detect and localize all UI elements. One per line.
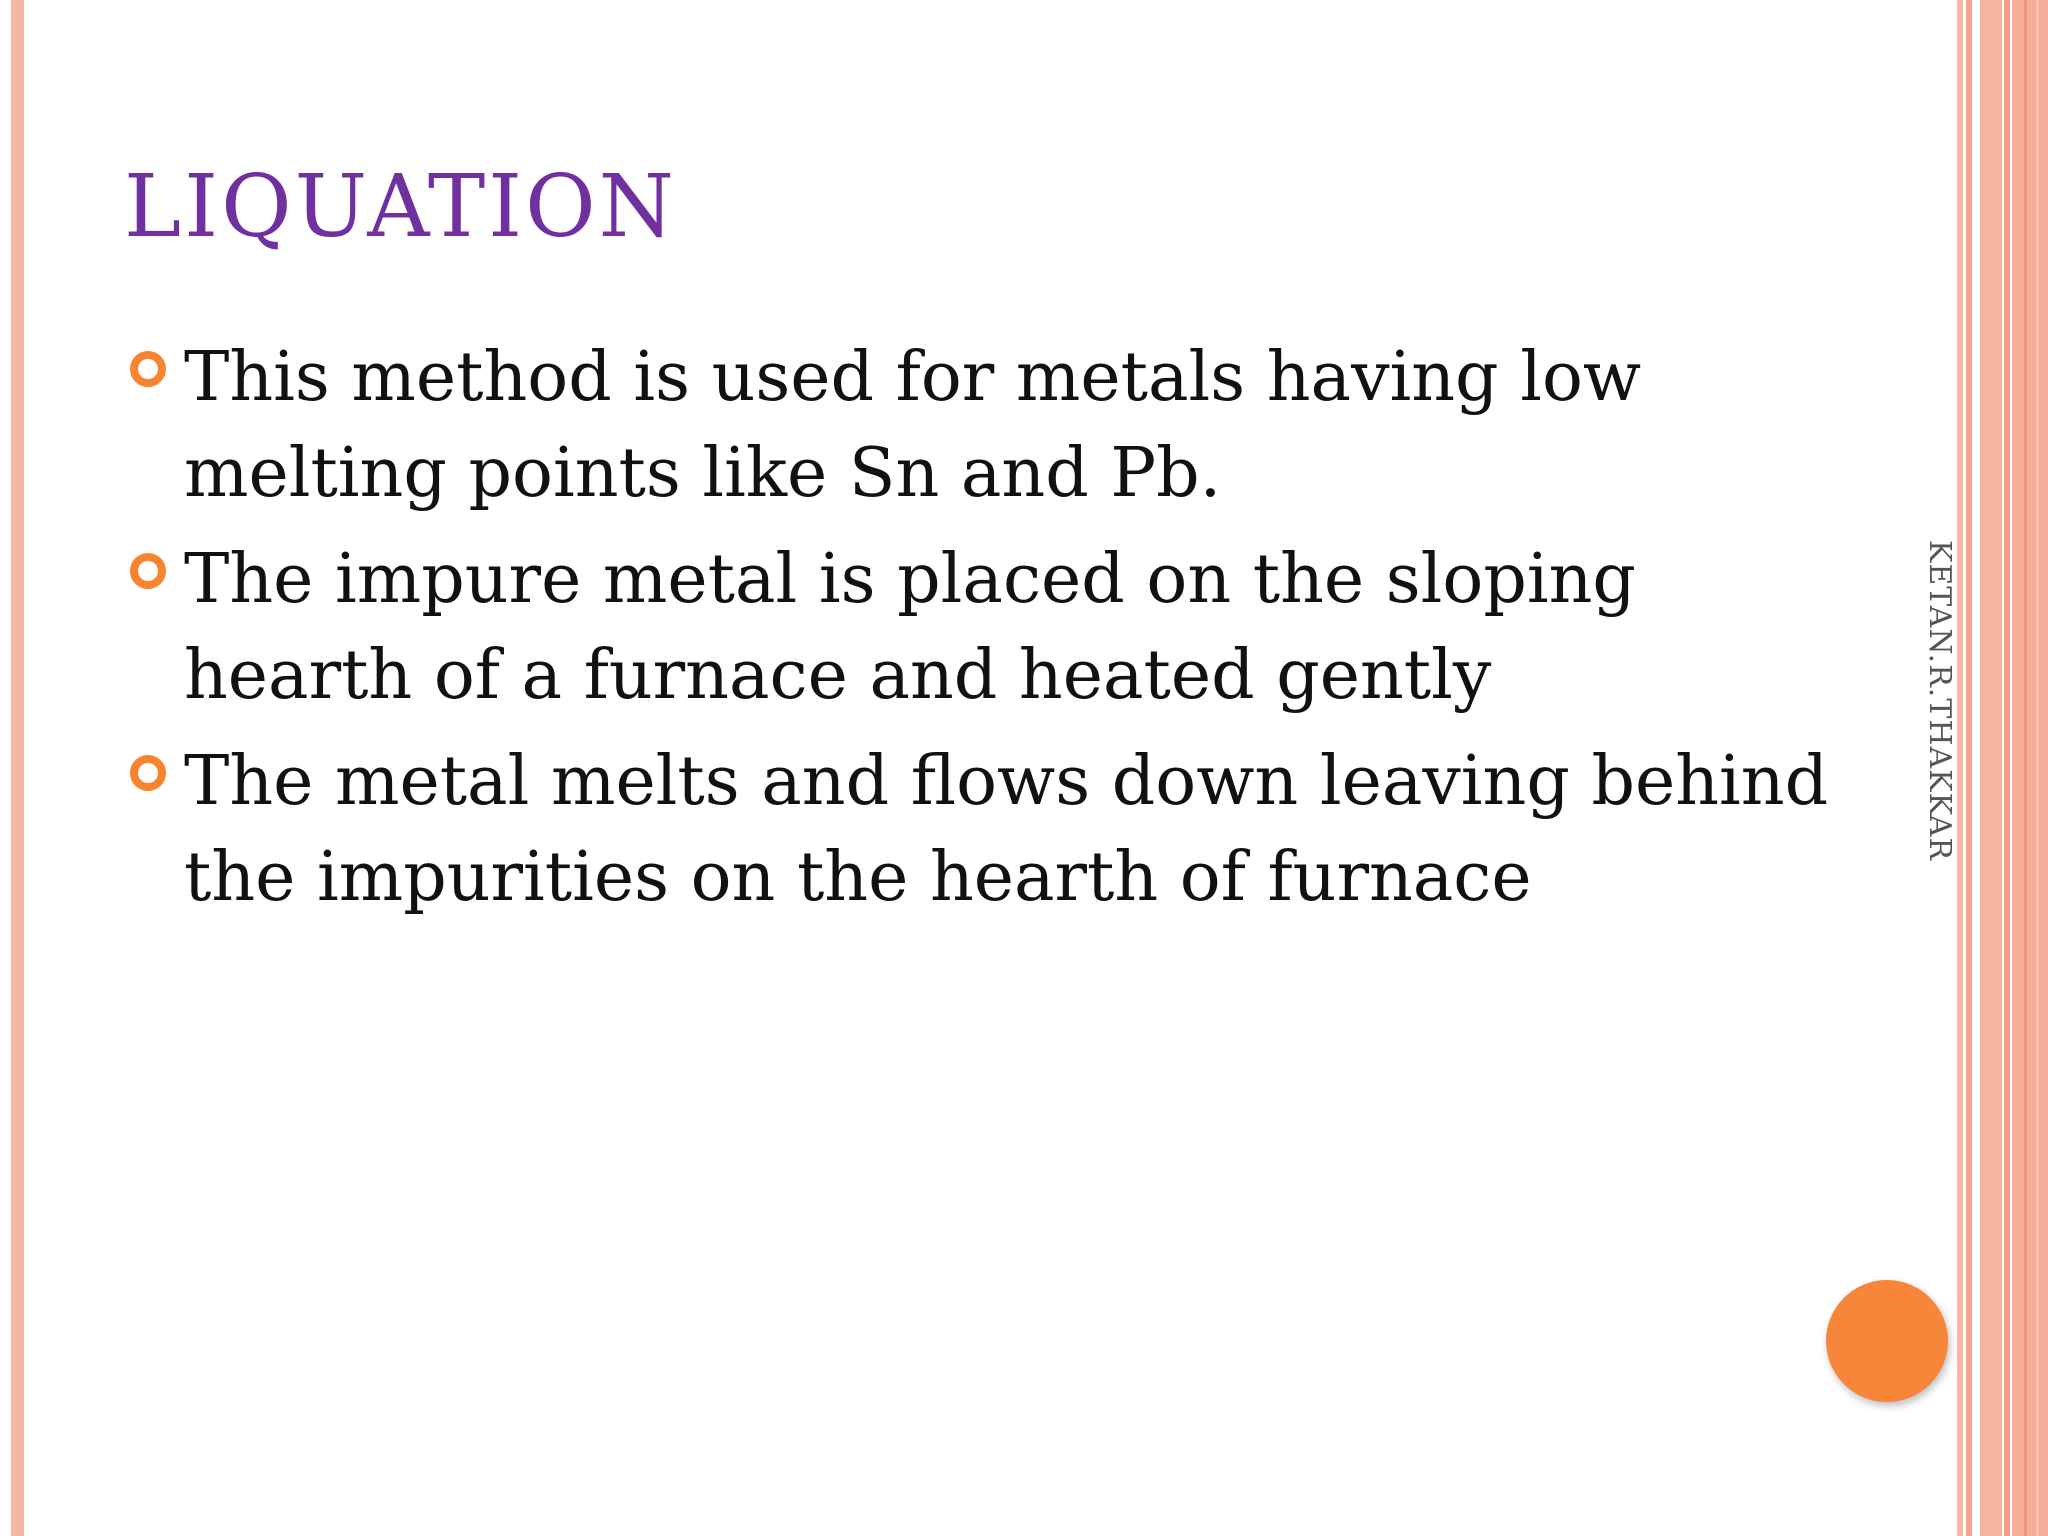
slide-title: LIQUATION [124,157,677,257]
right-stripe [2004,0,2010,1536]
left-border [11,0,24,1536]
bullet-circle-icon [130,755,166,791]
right-stripe [2024,0,2027,1536]
bullet-text: This method is used for metals having low melting points like Sn and Pb. [184,338,1642,513]
right-stripe [1957,0,1963,1536]
right-stripe [2036,0,2039,1536]
bullet-item [130,330,1830,522]
right-stripe [1966,0,1972,1536]
right-stripe [2012,0,2048,1536]
decorative-circle-icon [1826,1280,1948,1402]
right-stripe [1980,0,2002,1536]
bullet-text: The metal melts and flows down leaving behind the impurities on the hearth of furnace [184,742,1829,917]
bullet-circle-icon [130,553,166,589]
bullet-text: The impure metal is placed on the sloping hearth of a furnace and heated gently [184,540,1636,715]
bullet-list [130,330,1830,936]
bullet-item [130,734,1830,926]
author-label: KETAN.R.THAKKAR [1922,540,1957,862]
bullet-circle-icon [130,351,166,387]
bullet-item [130,532,1830,724]
